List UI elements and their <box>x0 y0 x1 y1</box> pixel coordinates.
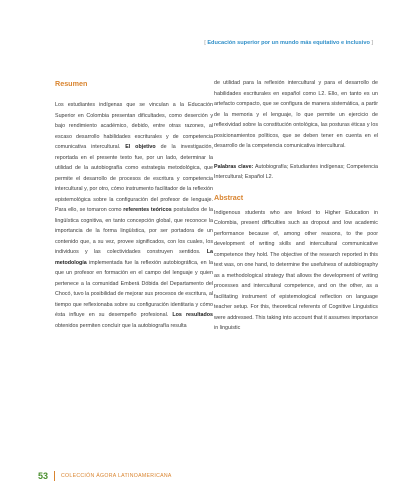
collection-name: COLECCIÓN ÁGORA LATINOAMERICANA <box>61 473 172 479</box>
abstract-paragraph: Indigenous students who are linked to Higher Education in Colombia, present difficulties such as dropout and low academic performance because of, among other reasons, to the poor development of writing skills and intercultural communicative competence they hold. The objective of the research reported in this text was, on one hand, to determine the usefulness of autobiography as a methodological strategy that allows the development of writing processes and intercultural competence, and on the other, as a facilitating instrument of epistemological reflection on language teacher setup. For this, theoretical referents of Cognitive Linguistics were addressed. This taking into account that it assumes importance in linguistic <box>214 209 378 331</box>
resumen-text-4: implementada fue la reflexión autobiográfica, en la que un profesor en formación en el campo del lenguaje y quien pertenece a la comunidad Emberá Dóbida del Departamento del Chocó, tuvo la posibilidad de mejorar sus procesos de escritura, al tiempo que reflexionaba sobre su configuración identitaria y cómo ésta influye en su desempeño profesional. <box>55 259 213 318</box>
resumen-text-1: Los estudiantes indígenas que se vinculan a la Educación Superior en Colombia presentan dificultades, como deserción y bajo rendimiento académico, debido, entre otras razones, al escaso desarrollo habilidades escriturales y de competencia comunicativa intercultural. <box>55 102 213 150</box>
resumen-bold-resultados: Los resultados <box>172 312 213 318</box>
resumen-paragraph <box>55 100 213 331</box>
keywords-text: Autobiografía; Estudiantes indígenas; Competencia Intercultural; Español L2. <box>214 163 378 180</box>
resumen-text-3: postulados de la lingüística cognitiva, en tanto concepción global, que reconoce la importancia de la forma lingüística, por ser portadora de un contenido que, a su vez, provee significados, con los cuales, los individuos y las colectividades construyen sentidos. <box>55 207 213 255</box>
resumen-heading: Resumen <box>55 79 88 88</box>
header-bracket-open: [ <box>204 40 206 46</box>
resumen-bold-referentes: referentes teóricos <box>123 207 172 213</box>
keywords-label: Palabras clave: <box>214 163 254 170</box>
resumen-continued: de utilidad para la reflexión intercultural y para el desarrollo de habilidades escriturales en español como L2. Ello, en tanto es un artefacto compacto, que se configura de manera sistemática, a partir de la memoria y el lenguaje, lo que permite un ejercicio de reflexividad sobre la constitución ontológica, las posturas éticas y los posicionamientos políticos, que se deben tener en cuenta en el desarrollo de la competencia comunicativa intercultural. <box>214 80 378 149</box>
resumen-text-5: obtenidos permiten concluir que la autobiografía resulta <box>55 322 187 329</box>
resumen-bold-objetivo: El objetivo <box>125 144 156 150</box>
header-bracket-close: ] <box>371 40 373 46</box>
keywords <box>214 162 378 183</box>
running-header <box>204 40 373 46</box>
resumen-bold-metodologia: La metodología <box>55 249 213 266</box>
left-column <box>55 78 213 331</box>
right-column <box>214 78 378 334</box>
resumen-text-2: de la investigación, reportada en el presente texto fue, por un lado, determinar la utilidad de la autobiografía como estrategia metodológica, que permite el desarrollo de procesos de escritura y competencia intercultural y, por otro, cómo instrumento facilitador de la reflexión epistemológica sobre la configuración del profesor de lenguaje. Para ello, se tomaron como <box>55 144 213 213</box>
header-title: Educación superior por un mundo más equitativo e inclusivo <box>207 40 370 46</box>
page-number: 53 <box>38 471 49 481</box>
abstract-heading: Abstract <box>214 192 244 202</box>
